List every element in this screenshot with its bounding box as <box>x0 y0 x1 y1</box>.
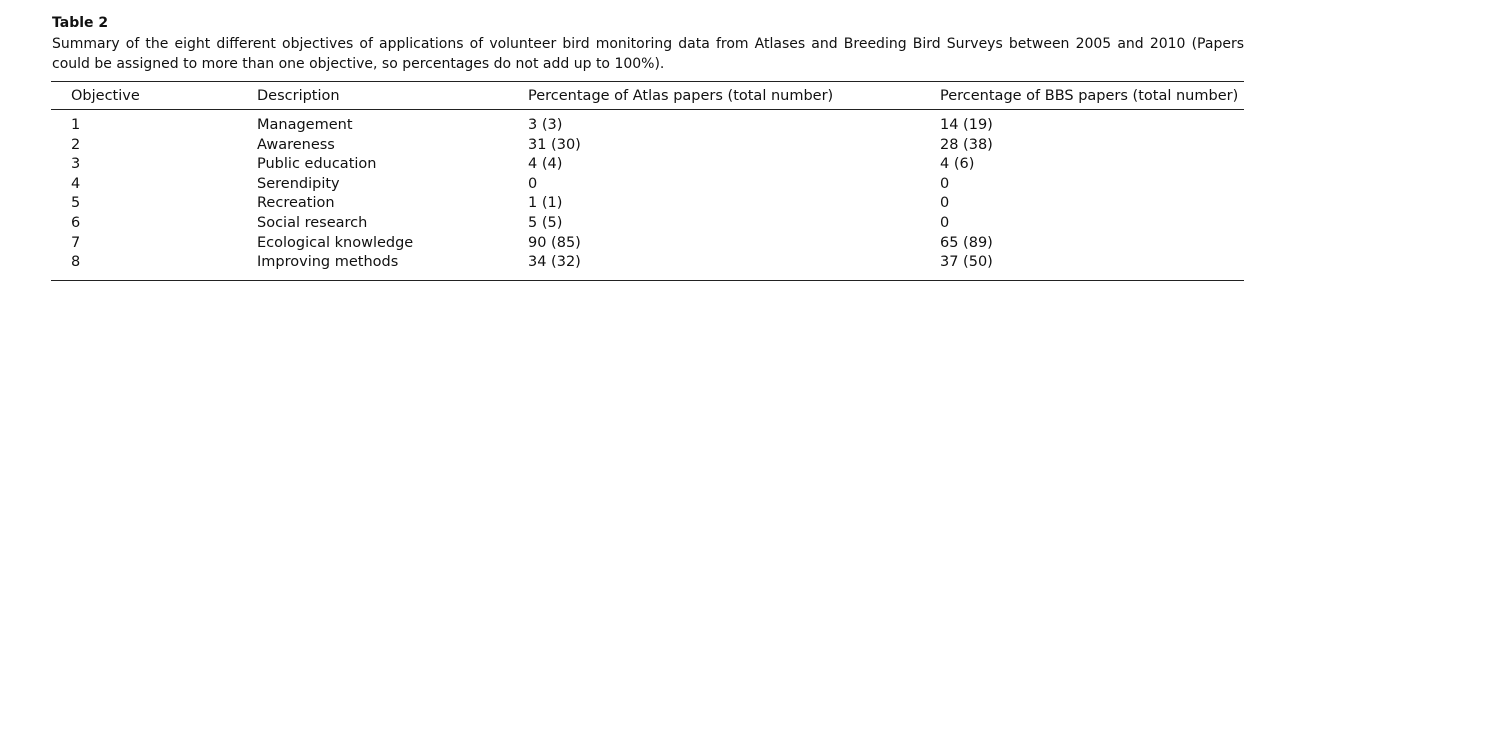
description-cell: Management <box>257 117 353 133</box>
table-row <box>51 110 1244 136</box>
atlas-cell: 0 <box>528 175 538 192</box>
description-cell: Improving methods <box>257 253 528 280</box>
description-cell: Public education <box>257 156 377 173</box>
objective-cell: 7 <box>71 234 81 251</box>
table-row <box>51 214 1244 234</box>
bbs-cell: 28 (38) <box>940 136 993 153</box>
table-label: Table 2 <box>52 15 109 31</box>
bbs-cell: 0 <box>940 214 950 231</box>
table-caption: Summary of the eight different objectives of applications of volunteer bird monitoring data from Atlases and Breeding Bird Surveys between 2005 and 2010 (Papers could be assigned to more than one objective, so percentages do not add up to 100%). <box>52 36 1244 72</box>
table-row <box>51 155 1244 175</box>
description-cell: Awareness <box>257 136 335 153</box>
objective-cell: 1 <box>71 117 81 133</box>
table-row <box>51 194 1244 214</box>
table-row <box>51 175 1244 195</box>
bbs-cell: 14 (19) <box>940 117 993 133</box>
objective-cell: 5 <box>71 195 81 212</box>
bbs-cell: 4 (6) <box>940 156 975 173</box>
atlas-cell: 5 (5) <box>528 214 563 231</box>
bbs-cell: 0 <box>940 175 950 192</box>
objective-cell: 6 <box>71 214 81 231</box>
header-description: Description <box>257 82 528 110</box>
description-cell: Recreation <box>257 195 335 212</box>
table-header-row <box>51 82 1244 110</box>
bbs-cell: 0 <box>940 195 950 212</box>
atlas-cell: 90 (85) <box>528 234 581 251</box>
atlas-cell: 31 (30) <box>528 136 581 153</box>
atlas-cell: 4 (4) <box>528 156 563 173</box>
objective-cell: 8 <box>51 253 257 280</box>
atlas-cell: 1 (1) <box>528 195 563 212</box>
description-cell: Ecological knowledge <box>257 234 414 251</box>
atlas-cell: 3 (3) <box>528 117 563 133</box>
objective-cell: 4 <box>71 175 81 192</box>
header-objective: Objective <box>51 82 257 110</box>
table-row <box>51 234 1244 254</box>
header-atlas-papers: Percentage of Atlas papers (total number) <box>528 82 940 110</box>
table-row <box>51 253 1244 280</box>
bbs-cell: 65 (89) <box>940 234 993 251</box>
bbs-cell: 37 (50) <box>940 253 1244 280</box>
description-cell: Serendipity <box>257 175 340 192</box>
description-cell: Social research <box>257 214 368 231</box>
objective-cell: 3 <box>71 156 81 173</box>
header-bbs-papers: Percentage of BBS papers (total number) <box>940 82 1244 110</box>
table-row <box>51 136 1244 156</box>
table-caption-block <box>52 14 1244 74</box>
objectives-table <box>51 81 1244 281</box>
atlas-cell: 34 (32) <box>528 253 940 280</box>
objective-cell: 2 <box>71 136 81 153</box>
